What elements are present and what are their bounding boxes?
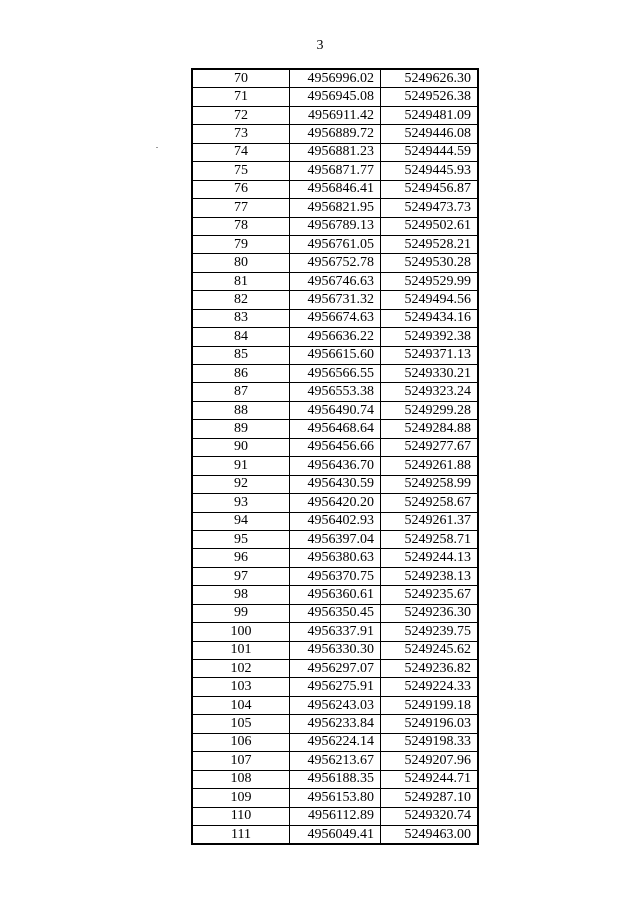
point-number-cell: 106: [192, 733, 290, 751]
coordinates-table: [191, 68, 479, 845]
x-coordinate-cell: 4956881.23: [290, 143, 381, 161]
point-number-cell: 103: [192, 678, 290, 696]
point-number-cell: 79: [192, 235, 290, 253]
x-coordinate-cell: 4956911.42: [290, 106, 381, 124]
table-row: [192, 733, 478, 751]
y-coordinate-cell: 5249238.13: [381, 567, 479, 585]
table-row: [192, 475, 478, 493]
y-coordinate-cell: 5249528.21: [381, 235, 479, 253]
y-coordinate-cell: 5249456.87: [381, 180, 479, 198]
point-number-cell: 107: [192, 752, 290, 770]
y-coordinate-cell: 5249434.16: [381, 309, 479, 327]
x-coordinate-cell: 4956402.93: [290, 512, 381, 530]
x-coordinate-cell: 4956350.45: [290, 604, 381, 622]
table-row: [192, 770, 478, 788]
x-coordinate-cell: 4956233.84: [290, 715, 381, 733]
x-coordinate-cell: 4956731.32: [290, 291, 381, 309]
table-row: [192, 309, 478, 327]
y-coordinate-cell: 5249196.03: [381, 715, 479, 733]
table-row: [192, 272, 478, 290]
table-row: [192, 328, 478, 346]
point-number-cell: 109: [192, 789, 290, 807]
table-row: [192, 125, 478, 143]
table-row: [192, 825, 478, 844]
y-coordinate-cell: 5249244.13: [381, 549, 479, 567]
point-number-cell: 83: [192, 309, 290, 327]
point-number-cell: 74: [192, 143, 290, 161]
x-coordinate-cell: 4956566.55: [290, 365, 381, 383]
y-coordinate-cell: 5249224.33: [381, 678, 479, 696]
x-coordinate-cell: 4956746.63: [290, 272, 381, 290]
x-coordinate-cell: 4956049.41: [290, 825, 381, 844]
table-row: [192, 346, 478, 364]
y-coordinate-cell: 5249371.13: [381, 346, 479, 364]
point-number-cell: 110: [192, 807, 290, 825]
y-coordinate-cell: 5249244.71: [381, 770, 479, 788]
table-row: [192, 365, 478, 383]
y-coordinate-cell: 5249236.82: [381, 660, 479, 678]
y-coordinate-cell: 5249529.99: [381, 272, 479, 290]
x-coordinate-cell: 4956436.70: [290, 457, 381, 475]
coordinates-table-body: [192, 69, 478, 844]
point-number-cell: 75: [192, 162, 290, 180]
x-coordinate-cell: 4956380.63: [290, 549, 381, 567]
x-coordinate-cell: 4956674.63: [290, 309, 381, 327]
x-coordinate-cell: 4956112.89: [290, 807, 381, 825]
table-row: [192, 291, 478, 309]
table-row: [192, 457, 478, 475]
y-coordinate-cell: 5249198.33: [381, 733, 479, 751]
y-coordinate-cell: 5249261.37: [381, 512, 479, 530]
point-number-cell: 108: [192, 770, 290, 788]
table-row: [192, 383, 478, 401]
x-coordinate-cell: 4956153.80: [290, 789, 381, 807]
table-row: [192, 199, 478, 217]
y-coordinate-cell: 5249494.56: [381, 291, 479, 309]
point-number-cell: 105: [192, 715, 290, 733]
point-number-cell: 76: [192, 180, 290, 198]
table-row: [192, 143, 478, 161]
table-row: [192, 586, 478, 604]
table-row: [192, 512, 478, 530]
table-row: [192, 401, 478, 419]
x-coordinate-cell: 4956752.78: [290, 254, 381, 272]
y-coordinate-cell: 5249258.71: [381, 530, 479, 548]
x-coordinate-cell: 4956224.14: [290, 733, 381, 751]
y-coordinate-cell: 5249502.61: [381, 217, 479, 235]
point-number-cell: 102: [192, 660, 290, 678]
y-coordinate-cell: 5249473.73: [381, 199, 479, 217]
point-number-cell: 93: [192, 494, 290, 512]
point-number-cell: 73: [192, 125, 290, 143]
point-number-cell: 72: [192, 106, 290, 124]
x-coordinate-cell: 4956821.95: [290, 199, 381, 217]
point-number-cell: 92: [192, 475, 290, 493]
point-number-cell: 100: [192, 623, 290, 641]
point-number-cell: 89: [192, 420, 290, 438]
point-number-cell: 88: [192, 401, 290, 419]
y-coordinate-cell: 5249199.18: [381, 696, 479, 714]
table-row: [192, 69, 478, 88]
table-row: [192, 530, 478, 548]
y-coordinate-cell: 5249330.21: [381, 365, 479, 383]
point-number-cell: 98: [192, 586, 290, 604]
x-coordinate-cell: 4956213.67: [290, 752, 381, 770]
y-coordinate-cell: 5249287.10: [381, 789, 479, 807]
table-row: [192, 180, 478, 198]
table-row: [192, 696, 478, 714]
y-coordinate-cell: 5249235.67: [381, 586, 479, 604]
scan-artifact-dot: [156, 147, 158, 148]
x-coordinate-cell: 4956420.20: [290, 494, 381, 512]
table-row: [192, 235, 478, 253]
x-coordinate-cell: 4956330.30: [290, 641, 381, 659]
point-number-cell: 82: [192, 291, 290, 309]
point-number-cell: 87: [192, 383, 290, 401]
y-coordinate-cell: 5249481.09: [381, 106, 479, 124]
x-coordinate-cell: 4956370.75: [290, 567, 381, 585]
point-number-cell: 71: [192, 88, 290, 106]
point-number-cell: 81: [192, 272, 290, 290]
y-coordinate-cell: 5249299.28: [381, 401, 479, 419]
x-coordinate-cell: 4956996.02: [290, 69, 381, 88]
table-row: [192, 715, 478, 733]
y-coordinate-cell: 5249444.59: [381, 143, 479, 161]
x-coordinate-cell: 4956945.08: [290, 88, 381, 106]
x-coordinate-cell: 4956337.91: [290, 623, 381, 641]
y-coordinate-cell: 5249323.24: [381, 383, 479, 401]
y-coordinate-cell: 5249284.88: [381, 420, 479, 438]
point-number-cell: 94: [192, 512, 290, 530]
point-number-cell: 84: [192, 328, 290, 346]
point-number-cell: 99: [192, 604, 290, 622]
point-number-cell: 80: [192, 254, 290, 272]
x-coordinate-cell: 4956243.03: [290, 696, 381, 714]
table-row: [192, 420, 478, 438]
x-coordinate-cell: 4956297.07: [290, 660, 381, 678]
y-coordinate-cell: 5249258.67: [381, 494, 479, 512]
table-row: [192, 623, 478, 641]
point-number-cell: 86: [192, 365, 290, 383]
x-coordinate-cell: 4956871.77: [290, 162, 381, 180]
table-row: [192, 660, 478, 678]
x-coordinate-cell: 4956468.64: [290, 420, 381, 438]
y-coordinate-cell: 5249445.93: [381, 162, 479, 180]
table-row: [192, 752, 478, 770]
table-row: [192, 604, 478, 622]
x-coordinate-cell: 4956430.59: [290, 475, 381, 493]
y-coordinate-cell: 5249207.96: [381, 752, 479, 770]
y-coordinate-cell: 5249463.00: [381, 825, 479, 844]
table-row: [192, 438, 478, 456]
table-row: [192, 162, 478, 180]
point-number-cell: 91: [192, 457, 290, 475]
x-coordinate-cell: 4956188.35: [290, 770, 381, 788]
x-coordinate-cell: 4956761.05: [290, 235, 381, 253]
table-row: [192, 807, 478, 825]
point-number-cell: 111: [192, 825, 290, 844]
table-row: [192, 789, 478, 807]
table-row: [192, 678, 478, 696]
table-row: [192, 217, 478, 235]
y-coordinate-cell: 5249277.67: [381, 438, 479, 456]
table-row: [192, 106, 478, 124]
x-coordinate-cell: 4956789.13: [290, 217, 381, 235]
x-coordinate-cell: 4956889.72: [290, 125, 381, 143]
y-coordinate-cell: 5249239.75: [381, 623, 479, 641]
table-row: [192, 549, 478, 567]
table-row: [192, 254, 478, 272]
point-number-cell: 96: [192, 549, 290, 567]
y-coordinate-cell: 5249245.62: [381, 641, 479, 659]
y-coordinate-cell: 5249392.38: [381, 328, 479, 346]
table-row: [192, 641, 478, 659]
y-coordinate-cell: 5249236.30: [381, 604, 479, 622]
x-coordinate-cell: 4956456.66: [290, 438, 381, 456]
y-coordinate-cell: 5249320.74: [381, 807, 479, 825]
x-coordinate-cell: 4956490.74: [290, 401, 381, 419]
table-row: [192, 494, 478, 512]
point-number-cell: 90: [192, 438, 290, 456]
x-coordinate-cell: 4956636.22: [290, 328, 381, 346]
y-coordinate-cell: 5249626.30: [381, 69, 479, 88]
y-coordinate-cell: 5249446.08: [381, 125, 479, 143]
page-number: 3: [316, 38, 324, 53]
table-row: [192, 567, 478, 585]
x-coordinate-cell: 4956846.41: [290, 180, 381, 198]
x-coordinate-cell: 4956553.38: [290, 383, 381, 401]
y-coordinate-cell: 5249530.28: [381, 254, 479, 272]
x-coordinate-cell: 4956275.91: [290, 678, 381, 696]
point-number-cell: 95: [192, 530, 290, 548]
point-number-cell: 97: [192, 567, 290, 585]
x-coordinate-cell: 4956360.61: [290, 586, 381, 604]
y-coordinate-cell: 5249261.88: [381, 457, 479, 475]
point-number-cell: 70: [192, 69, 290, 88]
x-coordinate-cell: 4956615.60: [290, 346, 381, 364]
point-number-cell: 77: [192, 199, 290, 217]
y-coordinate-cell: 5249526.38: [381, 88, 479, 106]
point-number-cell: 101: [192, 641, 290, 659]
point-number-cell: 85: [192, 346, 290, 364]
point-number-cell: 78: [192, 217, 290, 235]
point-number-cell: 104: [192, 696, 290, 714]
table-row: [192, 88, 478, 106]
x-coordinate-cell: 4956397.04: [290, 530, 381, 548]
y-coordinate-cell: 5249258.99: [381, 475, 479, 493]
